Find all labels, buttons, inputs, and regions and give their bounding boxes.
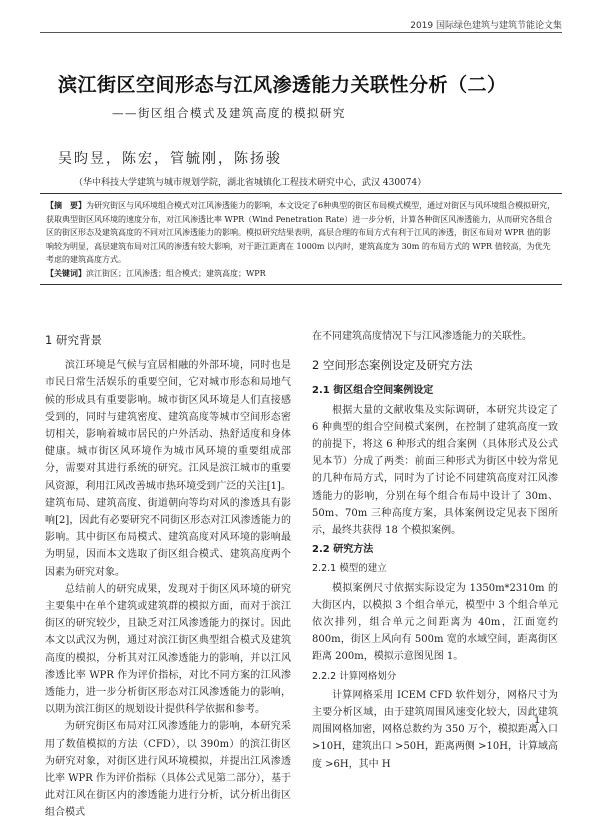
abstract-text: 为研究街区与风环境组合模式对江风渗透能力的影响，本文设定了6种典型的街区布局模式模型，通过对街区与风环境组合模拟研究，获取典型街区风环境的速度分布，对江风渗透比率 WPR（Wind Penetration Rate）进一步分析，计算各种街区风渗透能力，从而研究各组合区的街区形态及建筑高度的不同对江风渗透能力的影响。模拟研究结果表明，高层合理的布局方式有利于江风的渗透，街区布局对 WPR 值的影响较为明显，高层建筑布局对江风的渗透有较大影响，对于距江距离在 1000m 以内时，建筑高度为 30m 的布局方式的 WPR 值较高，为优先考虑的建筑高度方式。 xyxy=(46,201,556,264)
paragraph: 总结前人的研究成果，发现对于街区风环境的研究主要集中在单个建筑或建筑群的模拟方面，而对于滨江街区的研究较少，且缺乏对江风渗透能力的探讨。因此本文以武汉为例，通过对滨江街区典型组合模式及建筑高度的模拟，分析其对江风渗透能力的影响，并以江风渗透比率 WPR 作为评价指标，对比不同方案的江风渗透能力，进一步分析街区形态对江风渗透能力的影响，以期为滨江街区的规划设计提供科学依据和参考。 xyxy=(45,583,291,716)
paragraph: 计算网格采用 ICEM CFD 软件划分，网格尺寸为主要分析区域，由于建筑周围风速变化较大，因此建筑周围网格加密，网格总数约为 350 万个，模拟距离入口 >10H，建筑出口 >50H，距离两侧 >10H，计算域高度 >6H，其中 H xyxy=(312,689,558,770)
abstract-box xyxy=(40,193,562,285)
paragraph: 为研究街区布局对江风渗透能力的影响，本研究采用了数值模拟的方法（CFD），以 390m）的滨江街区为研究对象，对街区进行风环境模拟，并提出江风渗透比率 WPR 作为评价指标（具体公式见第二部分），基于此对江风在街区内的渗透能力进行分析，试分析出街区组合模式 xyxy=(45,721,291,819)
paragraph: 根据大量的文献收集及实际调研，本研究共设定了 6 种典型的组合空间模式案例，在控制了建筑高度一致的前提下，将这 6 种形式的组合案例（具体形式及公式见本节）分成了两类：前面三种形式为街区中较为常见的几种布局方式，同时为了讨论不同建筑高度对江风渗透能力的影响，分别在每个组合布局中设计了 30m、50m、70m 三种高度方案，具体案例设定见表下图所示，最终共获得 18 个模拟案例。 xyxy=(312,404,558,537)
subsection-heading-2-2: 2.2 研究方法 xyxy=(312,544,374,556)
paper-subtitle: ——街区组合模式及建筑高度的模拟研究 xyxy=(112,106,346,120)
abstract xyxy=(46,199,558,267)
section-heading-2: 2 空间形态案例设定及研究方法 xyxy=(312,358,473,373)
keywords-label: 【关键词】 xyxy=(46,267,86,278)
subsection-heading-2-1: 2.1 街区组合空间案例设定 xyxy=(312,385,434,397)
paragraph-continued: 在不同建筑高度情况下与江风渗透能力的关联性。 xyxy=(312,331,532,342)
paragraph: 滨江环境是气候与宜居相融的外部环境，同时也是市民日常生活娱乐的重要空间，它对城市形态和局地气候的形成具有重要影响。城市街区风环境是人们直接感受到的，同时与建筑密度、建筑高度等城市空间形态密切相关，影响着城市居民的户外活动、热舒适度和身体健康。城市街区风环境作为城市风环境的重要组成部分，需要对其进行系统的研究。江风是滨江城市的重要风资源，利用江风改善城市热环境受到广泛的关注[1]。建筑布局、建筑高度、街道朝向等均对风的渗透具有影响[2]，因此有必要研究不同街区形态对江风渗透能力的影响。其中街区布局模式、建筑高度对风环境的影响最为明显，因而本文选取了街区组合模式、建筑高度两个因素为研究对象。 xyxy=(45,360,291,578)
section-heading-1: 1 研究背景 xyxy=(45,333,102,347)
keywords-text: 滨江街区；江风渗透；组合模式；建筑高度；WPR xyxy=(86,268,266,278)
subsection-heading-2-2-2: 2.2.2 计算网格划分 xyxy=(312,670,397,682)
left-column xyxy=(45,328,291,822)
right-column xyxy=(312,328,558,773)
subsection-heading-2-2-1: 2.2.1 模型的建立 xyxy=(312,563,387,575)
header-rule xyxy=(40,32,562,33)
running-head: 2019 国际绿色建筑与建筑节能论文集 xyxy=(410,21,562,31)
abstract-label: 【摘 要】 xyxy=(46,200,86,210)
keywords xyxy=(46,267,558,281)
paper-title: 滨江街区空间形态与江风渗透能力关联性分析（二） xyxy=(58,74,507,96)
page-number: 1 xyxy=(534,716,540,726)
affiliation: （华中科技大学建筑与城市规划学院，湖北省城镇化工程技术研究中心，武汉 430074） xyxy=(74,178,427,188)
paragraph: 模拟案例尺寸依据实际设定为 1350m*2310m 的大街区内，以模拟 3 个组合单元，模型中 3 个组合单元依次排列，组合单元之间距离为 40m，江面宽约 800m，街区上风向有 500m 宽的水域空间，距离街区距离 200m，模拟示意图见图 1。 xyxy=(312,582,558,663)
authors: 吴昀昱，陈宏，管毓刚，陈扬骏 xyxy=(58,151,282,167)
